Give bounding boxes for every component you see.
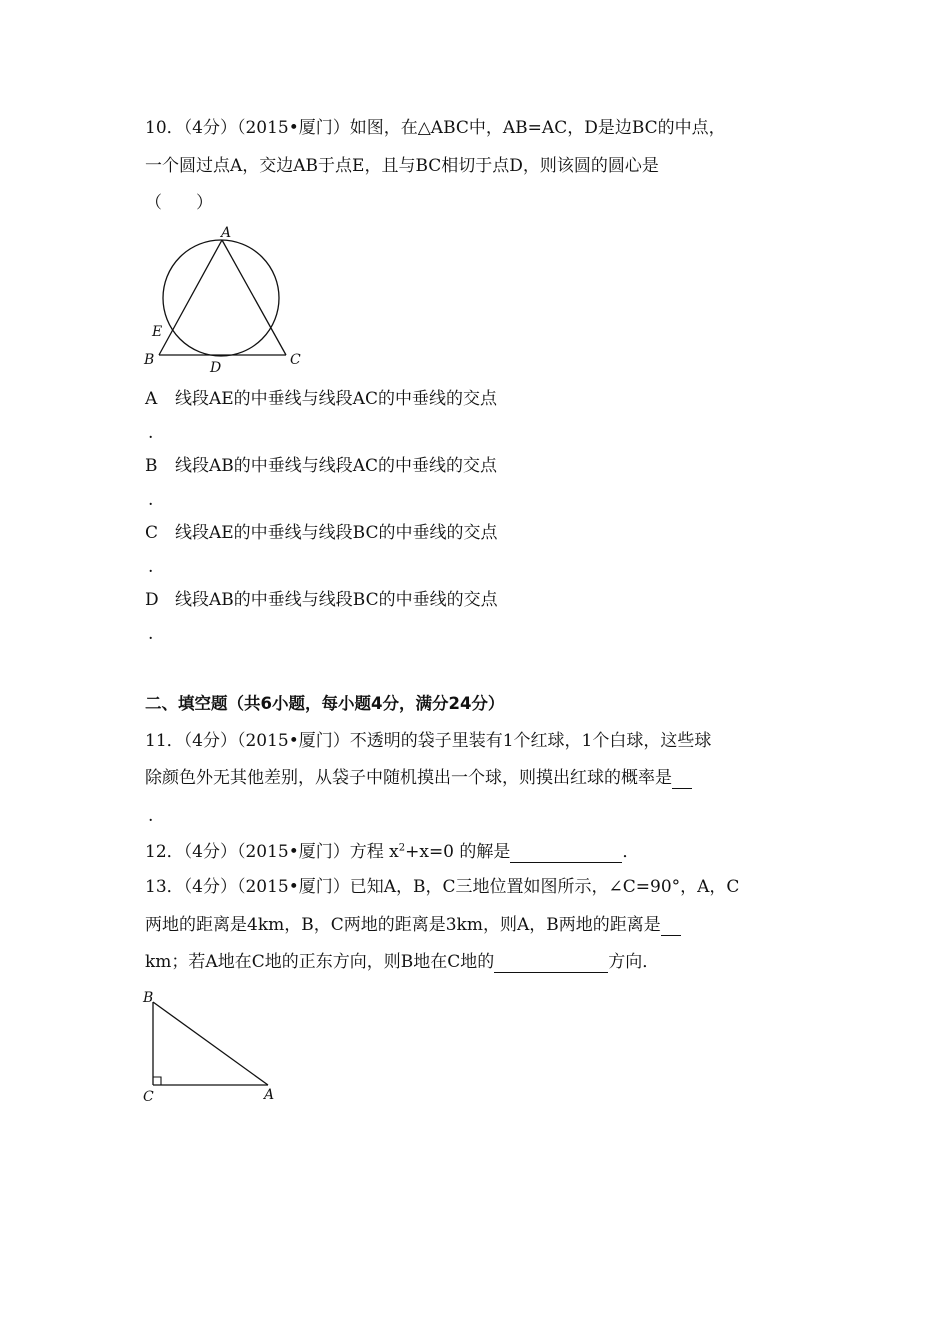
q11-line2-text: 除颜色外无其他差别，从袋子中随机摸出一个球，则摸出红球的概率是 [145, 768, 672, 788]
q10-option-a-dot: . [148, 423, 154, 443]
figure-label-b: B [143, 990, 154, 1006]
q13-answer-blank-1 [661, 918, 681, 936]
right-angle-mark [153, 1077, 161, 1085]
option-text: 线段AB的中垂线与线段BC的中垂线的交点 [175, 590, 498, 610]
option-letter: D [145, 590, 159, 610]
q13-line1: 13．（4分）（2015•厦门）已知A，B，C三地位置如图所示，∠C=90°，A，C [145, 877, 740, 897]
option-letter: A [145, 389, 158, 409]
q10-line1: 10．（4分）（2015•厦门）如图，在△ABC中，AB=AC，D是边BC的中点， [145, 118, 726, 138]
q12-answer-blank [510, 845, 622, 863]
q10-option-a [145, 388, 497, 410]
q13-figure-right-triangle [138, 988, 288, 1108]
q11-line2 [145, 767, 692, 789]
q13-line2-text: 两地的距离是4km，B，C两地的距离是3km，则A，B两地的距离是 [145, 915, 661, 935]
figure-circle [163, 240, 279, 356]
q12-end: ． [622, 842, 640, 862]
q13-line3 [145, 951, 659, 973]
q11-line1: 11．（4分）（2015•厦门）不透明的袋子里装有1个红球，1个白球，这些球 [145, 731, 712, 751]
figure-side-ab [153, 1002, 268, 1085]
q12-mid: +x=0 的解是 [405, 842, 511, 862]
figure-side-ab [159, 240, 222, 355]
q10-option-d [145, 589, 498, 611]
q10-option-d-dot: . [148, 624, 154, 644]
q10-option-b-dot: . [148, 490, 154, 510]
q13-line3-b: 方向． [608, 952, 660, 972]
q12-prefix: 12．（4分）（2015•厦门）方程 x [145, 842, 399, 862]
q13-answer-blank-2 [494, 955, 608, 973]
q10-line2: 一个圆过点A，交边AB于点E，且与BC相切于点D，则该圆的圆心是 [145, 156, 659, 176]
option-letter: C [145, 523, 159, 543]
option-text: 线段AE的中垂线与线段BC的中垂线的交点 [175, 523, 498, 543]
q10-figure-circle-triangle [140, 222, 310, 382]
q10-option-b [145, 455, 497, 477]
q12-line [145, 841, 639, 863]
figure-label-e: E [152, 324, 163, 340]
figure-label-a: A [264, 1087, 275, 1103]
figure-side-ac [222, 240, 286, 355]
q13-line2 [145, 914, 681, 936]
figure-label-b: B [144, 352, 155, 368]
q12-exponent: 2 [398, 842, 406, 854]
option-text: 线段AE的中垂线与线段AC的中垂线的交点 [175, 389, 497, 409]
section-heading: 二、填空题（共6小题，每小题4分，满分24分） [145, 694, 505, 713]
option-text: 线段AB的中垂线与线段AC的中垂线的交点 [175, 456, 498, 476]
figure-label-d: D [210, 360, 222, 376]
figure-label-c: C [143, 1089, 154, 1105]
figure-label-c: C [290, 352, 301, 368]
q11-answer-blank [672, 771, 692, 789]
figure-label-a: A [221, 225, 232, 241]
q13-line3-a: km；若A地在C地的正东方向，则B地在C地的 [145, 952, 495, 972]
q10-option-c-dot: . [148, 557, 154, 577]
q11-dot: . [148, 806, 154, 826]
q10-answer-paren: （ ） [145, 193, 213, 213]
q10-option-c [145, 522, 498, 544]
option-letter: B [145, 456, 158, 476]
